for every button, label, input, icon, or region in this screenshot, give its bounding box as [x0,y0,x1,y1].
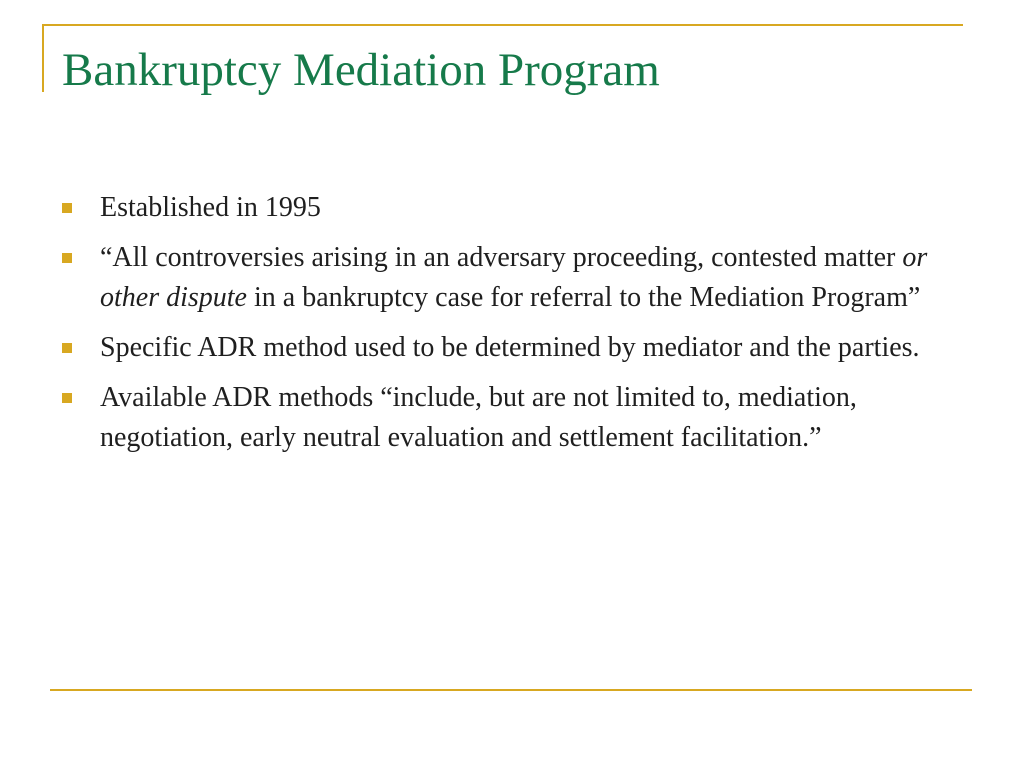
bullet-italic-text: or other dispute [100,242,928,313]
left-accent-line [42,24,44,92]
bullet-text [100,242,927,313]
square-bullet-icon [62,393,72,403]
bottom-accent-line [50,689,972,691]
bullet-list [62,188,942,468]
bullet-item [62,378,942,458]
square-bullet-icon [62,253,72,263]
bullet-text-before: “All controversies arising in an adversary proceeding, contested matter [100,242,903,273]
bullet-item [62,238,942,318]
bullet-text-after: in a bankruptcy case for referral to the Mediation Program” [247,282,921,313]
bullet-item [62,188,942,228]
bullet-text: Specific ADR method used to be determined by mediator and the parties. [100,332,920,363]
top-accent-line [43,24,963,26]
bullet-item [62,328,942,368]
bullet-text: Established in 1995 [100,192,321,223]
bullet-text: Available ADR methods “include, but are not limited to, mediation, negotiation, early neutral evaluation and settlement facilitation.” [100,382,857,453]
square-bullet-icon [62,203,72,213]
slide-title: Bankruptcy Mediation Program [62,44,660,96]
square-bullet-icon [62,343,72,353]
